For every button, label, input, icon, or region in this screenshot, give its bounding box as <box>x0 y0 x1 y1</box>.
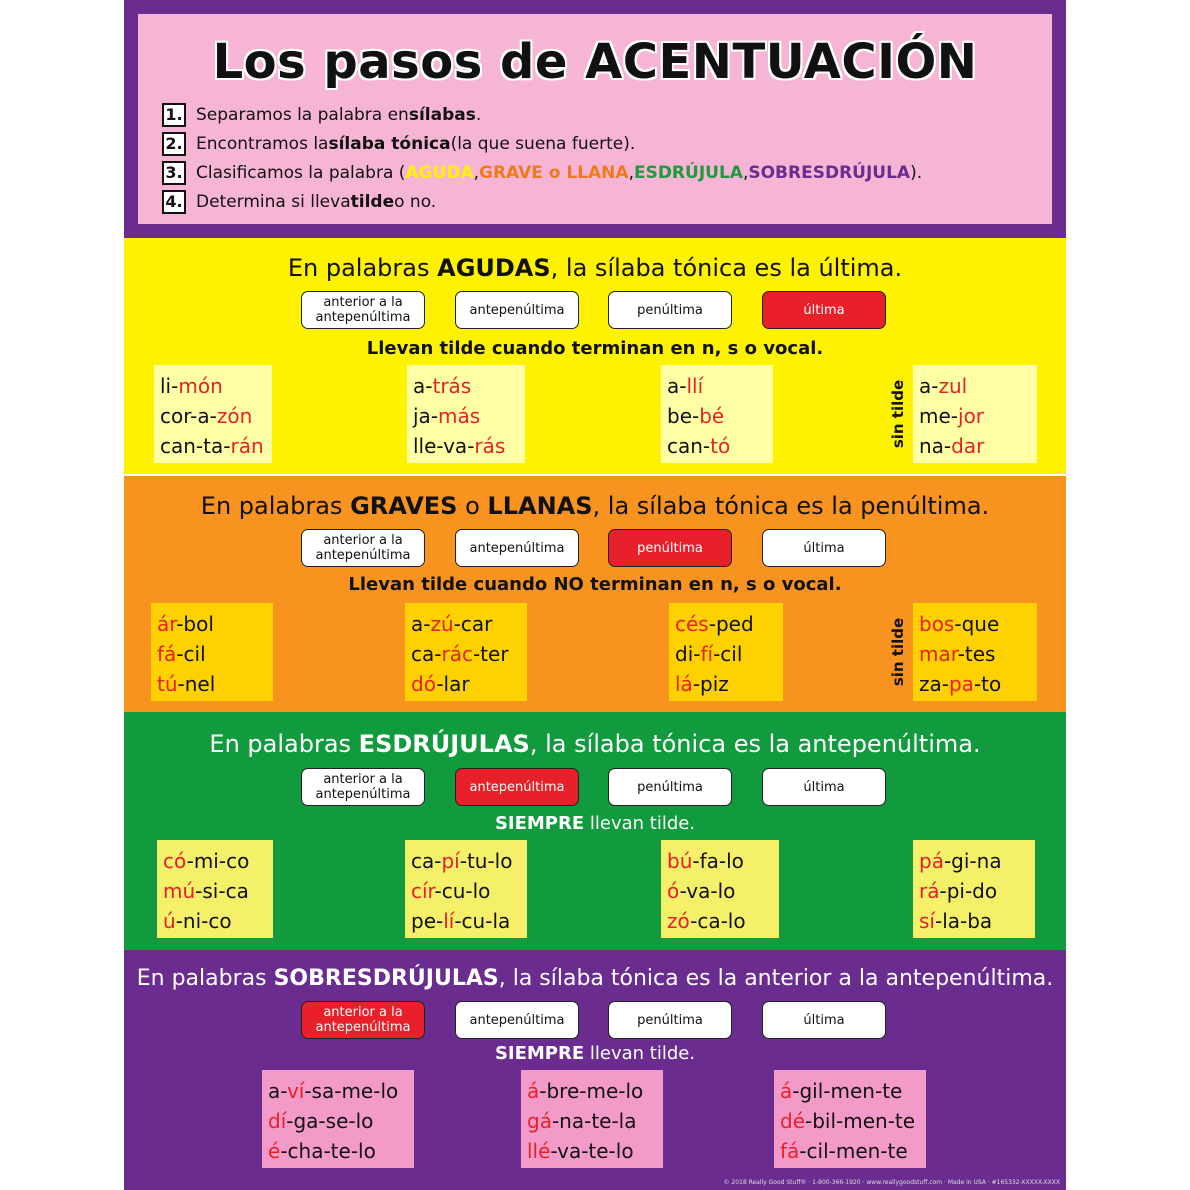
example-word: có-mi-co <box>163 849 250 873</box>
example-word: a-zú-car <box>411 612 493 636</box>
example-word: cor-a-zón <box>160 404 253 428</box>
step-number: 4. <box>162 190 186 214</box>
example-word: ca-rác-ter <box>411 642 509 666</box>
step-3: 3. Clasificamos la palabra ( AGUDA , GRAVE o LLANA , ESDRÚJULA , SOBRESDRÚJULA ). <box>162 158 922 187</box>
example-box <box>913 365 1037 463</box>
step-2: 2. Encontramos la sílaba tónica (la que suena fuerte). <box>162 129 922 158</box>
section-esdrujulas <box>124 712 1066 950</box>
section-sobresdrujulas <box>124 950 1066 1190</box>
example-box <box>774 1070 926 1168</box>
example-box <box>913 840 1035 938</box>
pill-penultima: penúltima <box>608 768 732 806</box>
example-word: dí-ga-se-lo <box>268 1109 374 1133</box>
syllable-pills <box>301 529 891 567</box>
pill-antepenultima: antepenúltima <box>455 768 579 806</box>
example-word: me-jor <box>919 404 985 428</box>
pill-anterior: anterior a la antepenúltima <box>301 1001 425 1039</box>
label-aguda: AGUDA <box>405 162 474 183</box>
pill-penultima: penúltima <box>608 291 732 329</box>
step-number: 3. <box>162 161 186 185</box>
example-word: ca-pí-tu-lo <box>411 849 513 873</box>
page-title: Los pasos de ACENTUACIÓN <box>212 34 978 90</box>
example-box <box>913 603 1037 701</box>
syllable-pills <box>301 1001 891 1039</box>
section-agudas <box>124 238 1066 474</box>
section-title: En palabras ESDRÚJULAS, la sílaba tónica es la antepenúltima. <box>209 730 981 758</box>
example-word: li-món <box>160 374 223 398</box>
example-word: pe-lí-cu-la <box>411 909 511 933</box>
example-word: é-cha-te-lo <box>268 1139 376 1163</box>
example-word: a-zul <box>919 374 968 398</box>
footer-credits: © 2018 Really Good Stuff® · 1-800-366-1920 · www.reallygoodstuff.com · Made in USA · #165332-XXXXX-XXXX <box>723 1179 1060 1186</box>
section-rule: SIEMPRE llevan tilde. <box>494 1043 696 1064</box>
example-word: mú-si-ca <box>163 879 249 903</box>
example-word: na-dar <box>919 434 985 458</box>
pill-penultima: penúltima <box>608 529 732 567</box>
example-word: ár-bol <box>157 612 214 636</box>
example-word: cír-cu-lo <box>411 879 491 903</box>
example-box <box>661 840 779 938</box>
example-box <box>669 603 783 701</box>
section-graves <box>124 476 1066 712</box>
sin-tilde-label: sin tilde <box>889 617 907 687</box>
step-number: 1. <box>162 103 186 127</box>
example-box <box>405 840 527 938</box>
label-sobresdrujula: SOBRESDRÚJULA <box>748 162 911 183</box>
pill-anterior: anterior a la antepenúltima <box>301 291 425 329</box>
example-word: can-ta-rán <box>160 434 264 458</box>
example-word: pá-gi-na <box>919 849 1002 873</box>
example-word: fá-cil-men-te <box>780 1139 908 1163</box>
pill-ultima: última <box>762 291 886 329</box>
example-word: a-llí <box>667 374 704 398</box>
label-esdrujula: ESDRÚJULA <box>633 162 743 183</box>
section-title: En palabras SOBRESDRÚJULAS, la sílaba tónica es la anterior a la antepenúltima. <box>136 966 1054 991</box>
example-box <box>405 603 527 701</box>
example-word: ó-va-lo <box>667 879 736 903</box>
example-box <box>154 365 272 463</box>
example-word: lá-piz <box>675 672 729 696</box>
pill-penultima: penúltima <box>608 1001 732 1039</box>
example-word: sí-la-ba <box>919 909 993 933</box>
pill-anterior: anterior a la antepenúltima <box>301 768 425 806</box>
example-box <box>521 1070 663 1168</box>
example-box <box>407 365 525 463</box>
section-rule: SIEMPRE llevan tilde. <box>494 813 696 834</box>
example-word: á-gil-men-te <box>780 1079 903 1103</box>
syllable-pills <box>301 768 891 806</box>
sin-tilde-label: sin tilde <box>889 379 907 449</box>
example-word: rá-pi-do <box>919 879 998 903</box>
pill-antepenultima: antepenúltima <box>455 291 579 329</box>
step-number: 2. <box>162 132 186 156</box>
example-word: á-bre-me-lo <box>527 1079 644 1103</box>
example-box <box>151 603 273 701</box>
pill-ultima: última <box>762 768 886 806</box>
poster <box>124 0 1066 1190</box>
example-word: can-tó <box>667 434 731 458</box>
section-title: En palabras GRAVES o LLANAS, la sílaba tónica es la penúltima. <box>200 492 990 520</box>
example-word: za-pa-to <box>919 672 1002 696</box>
example-word: bos-que <box>919 612 1000 636</box>
step-1: 1. Separamos la palabra en sílabas . <box>162 100 922 129</box>
example-word: be-bé <box>667 404 725 428</box>
syllable-pills <box>301 291 891 329</box>
example-word: bú-fa-lo <box>667 849 744 873</box>
section-title: En palabras AGUDAS, la sílaba tónica es la última. <box>287 254 903 282</box>
example-word: llé-va-te-lo <box>527 1139 634 1163</box>
example-word: gá-na-te-la <box>527 1109 637 1133</box>
section-rule: Llevan tilde cuando terminan en n, s o vocal. <box>366 338 824 359</box>
pill-antepenultima: antepenúltima <box>455 1001 579 1039</box>
example-word: dó-lar <box>411 672 470 696</box>
steps-list <box>162 100 922 216</box>
header-panel <box>124 0 1066 238</box>
pill-anterior: anterior a la antepenúltima <box>301 529 425 567</box>
pill-antepenultima: antepenúltima <box>455 529 579 567</box>
example-word: a-ví-sa-me-lo <box>268 1079 399 1103</box>
example-word: fá-cil <box>157 642 206 666</box>
example-word: dé-bil-men-te <box>780 1109 916 1133</box>
step-4: 4. Determina si lleva tilde o no. <box>162 187 922 216</box>
example-word: ja-más <box>413 404 481 428</box>
example-box <box>262 1070 414 1168</box>
example-word: tú-nel <box>157 672 216 696</box>
example-box <box>661 365 773 463</box>
label-grave: GRAVE o LLANA <box>479 162 629 183</box>
pill-ultima: última <box>762 1001 886 1039</box>
example-word: zó-ca-lo <box>667 909 746 933</box>
example-word: lle-va-rás <box>413 434 506 458</box>
example-word: ú-ni-co <box>163 909 232 933</box>
example-word: mar-tes <box>919 642 996 666</box>
example-word: di-fí-cil <box>675 642 743 666</box>
pill-ultima: última <box>762 529 886 567</box>
section-rule: Llevan tilde cuando NO terminan en n, s o vocal. <box>348 574 842 595</box>
example-word: cés-ped <box>675 612 754 636</box>
example-word: a-trás <box>413 374 472 398</box>
header-inner <box>138 14 1052 224</box>
example-box <box>157 840 273 938</box>
